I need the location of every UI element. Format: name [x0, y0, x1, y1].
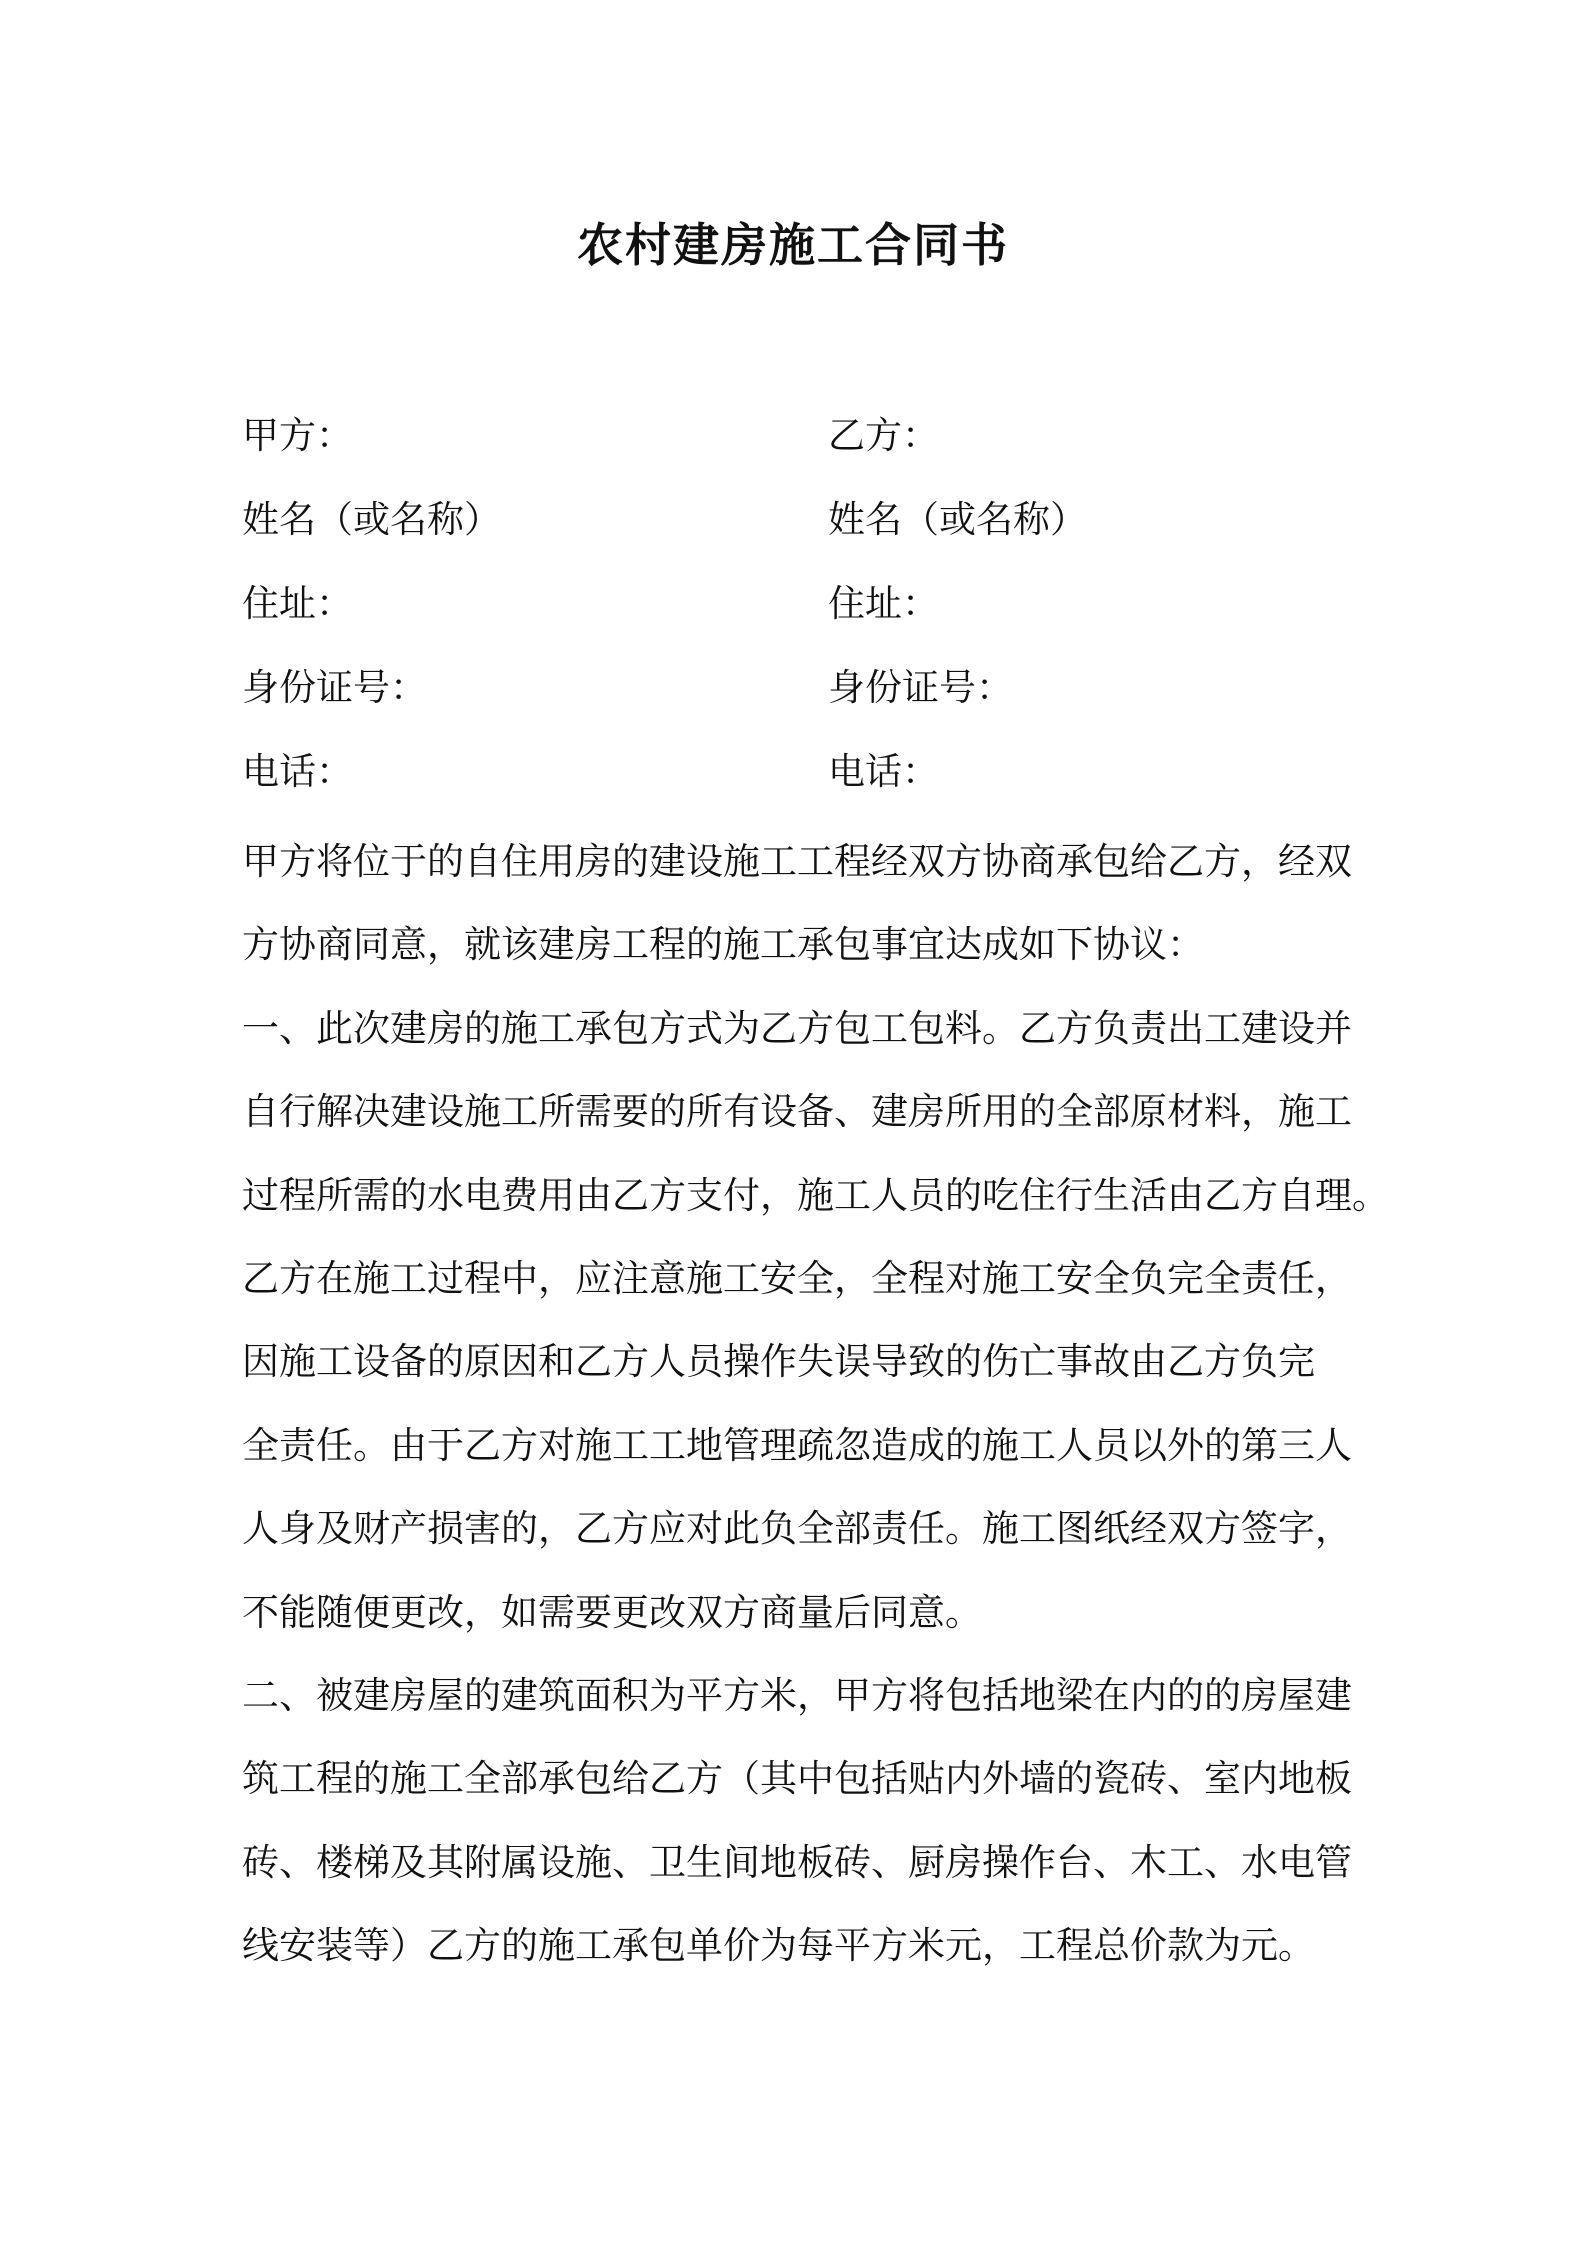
- party-b-phone-label: 电话：: [828, 750, 939, 793]
- text-line: 过程所需的水电费用由乙方支付，施工人员的吃住行生活由乙方自理。: [242, 1173, 1389, 1217]
- text-line: 乙方在施工过程中，应注意施工安全，全程对施工安全负完全责任，: [242, 1257, 1352, 1301]
- text-line: 方协商同意，就该建房工程的施工承包事宜达成如下协议：: [242, 923, 1204, 967]
- contract-body: [242, 820, 1389, 1988]
- party-b-address-label: 住址：: [828, 582, 939, 625]
- party-a-phone-label: 电话：: [242, 750, 353, 793]
- party-a-id-label: 身份证号：: [242, 666, 427, 709]
- party-a-name-label: 姓名（或名称）: [242, 498, 501, 541]
- party-row-id-number: [242, 656, 1352, 740]
- party-row-party: [242, 404, 1352, 488]
- party-info-block: [242, 404, 1352, 824]
- text-line: 甲方将位于的自住用房的建设施工工程经双方协商承包给乙方，经双: [242, 840, 1352, 883]
- text-line: 人身及财产损害的，乙方应对此负全部责任。施工图纸经双方签字，: [242, 1507, 1352, 1551]
- text-line: 二、被建房屋的建筑面积为平方米，甲方将包括地梁在内的的房屋建: [242, 1674, 1352, 1718]
- party-a-label: 甲方：: [242, 414, 353, 457]
- party-row-address: [242, 572, 1352, 656]
- text-line: 筑工程的施工全部承包给乙方（其中包括贴内外墙的瓷砖、室内地板: [242, 1757, 1352, 1801]
- document-title: 农村建房施工合同书: [577, 218, 1009, 272]
- party-a-address-label: 住址：: [242, 582, 353, 625]
- party-b-label: 乙方：: [828, 414, 939, 457]
- text-line: 线安装等）乙方的施工承包单价为每平方米元，工程总价款为元。: [242, 1924, 1315, 1968]
- text-line: 砖、楼梯及其附属设施、卫生间地板砖、厨房操作台、木工、水电管: [242, 1840, 1352, 1884]
- paragraph-clause-2: [242, 1654, 1372, 1988]
- paragraph-intro: [242, 820, 1372, 987]
- text-line: 自行解决建设施工所需要的所有设备、建房所用的全部原材料，施工: [242, 1090, 1352, 1134]
- text-line: 全责任。由于乙方对施工工地管理疏忽造成的施工人员以外的第三人: [242, 1423, 1352, 1467]
- text-line: 因施工设备的原因和乙方人员操作失误导致的伤亡事故由乙方负完: [242, 1340, 1315, 1384]
- paragraph-clause-1: [242, 987, 1389, 1654]
- text-line: 不能随便更改，如需要更改双方商量后同意。: [242, 1590, 982, 1634]
- party-b-id-label: 身份证号：: [828, 666, 1013, 709]
- text-line: 一、此次建房的施工承包方式为乙方包工包料。乙方负责出工建设并: [242, 1006, 1352, 1050]
- party-row-name: [242, 488, 1352, 572]
- party-b-name-label: 姓名（或名称）: [828, 498, 1087, 541]
- party-row-phone: [242, 740, 1352, 824]
